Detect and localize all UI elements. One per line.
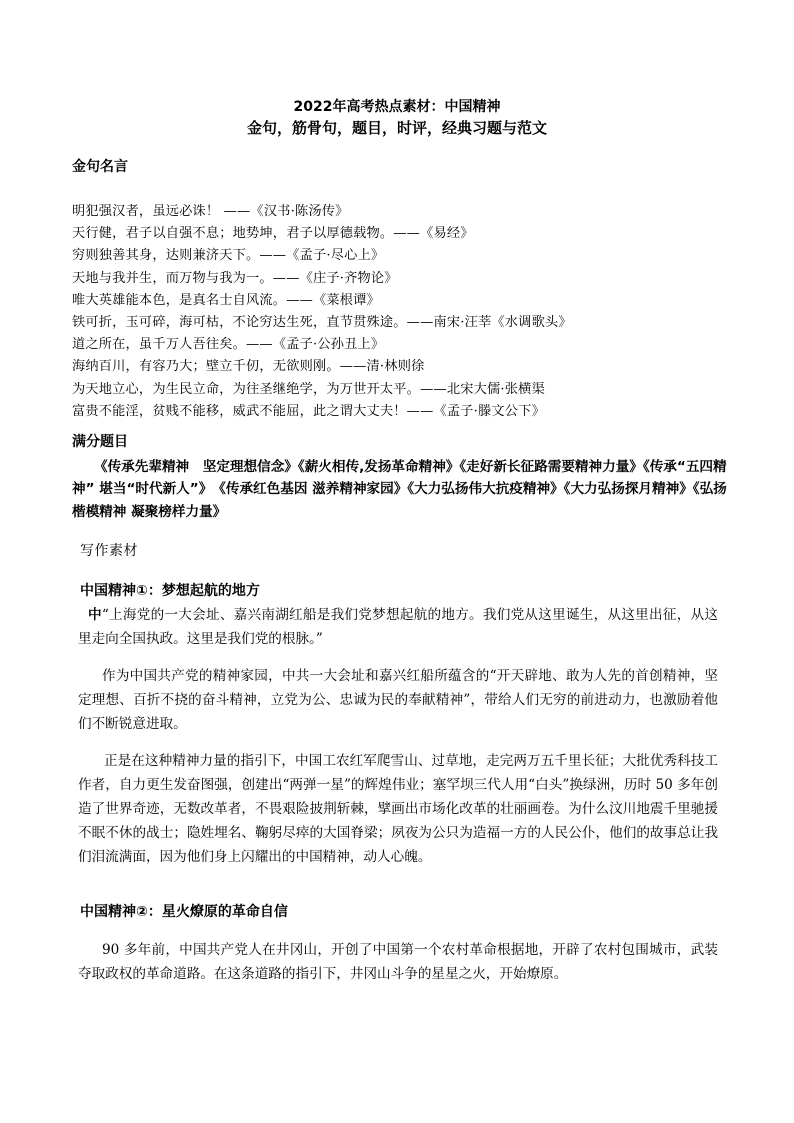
document-subtitle: 金句，筋骨句，题目，时评，经典习题与范文 (246, 119, 547, 137)
document-title: 2022年高考热点素材：中国精神 (293, 99, 501, 115)
material-2-paragraph-1: 90 多年前，中国共产党人在井冈山，开创了中国第一个农村革命根据地，开辟了农村包围城市，武装夺取政权的革命道路。在这条道路的指引下，井冈山斗争的星星之火，开始燎原。 (78, 942, 718, 982)
quote-line: 道之所在，虽千万人吾往矣。——《孟子·公孙丑上》 (72, 337, 385, 353)
quote-line: 天地与我并生，而万物与我为一。——《庄子·齐物论》 (72, 270, 398, 286)
quote-line: 穷则独善其身，达则兼济天下。——《孟子·尽心上》 (72, 248, 385, 264)
material-1-paragraph-2: 作为中国共产党的精神家园，中共一大会址和嘉兴红船所蕴含的“开天辟地、敢为人先的首创精神，坚定理想、百折不挠的奋斗精神，立党为公、忠诚为民的奉献精神”，带给人们无穷的前进动力，也激励着他们不断锐意进取。 (78, 668, 718, 732)
material-1-paragraph-3: 正是在这种精神力量的指引下，中国工农红军爬雪山、过草地，走完两万五千里长征；大批优秀科技工作者，自力更生发奋图强，创建出“两弹一星”的辉煌伟业；塞罕坝三代人用“白头”换绿洲，历时 50 多年创造了世界奇迹，无数改革者，不畏艰险披荆斩棘，擘画出市场化改革的壮丽画卷。为什么汶川地震千里驰援不眠不休的战士；隐姓埋名、鞠躬尽瘁的大国脊梁；夙夜为公只为造福一方的人民公仆，他们的故事总让我们泪流满面，因为他们身上闪耀出的中国精神，动人心魄。 (78, 753, 718, 865)
quotes-list (72, 201, 742, 423)
quote-line: 为天地立心，为生民立命，为往圣继绝学，为万世开太平。——北宋大儒·张横渠 (72, 381, 545, 397)
material-2-heading: 中国精神②：星火燎原的革命自信 (80, 904, 288, 920)
material-1-quote (78, 603, 718, 651)
material-1-heading: 中国精神①：梦想起航的地方 (80, 583, 260, 599)
title-block (0, 97, 794, 139)
quotes-heading: 金句名言 (72, 159, 128, 175)
quote-line: 明犯强汉者，虽远必诛！ ——《汉书·陈汤传》 (72, 204, 349, 219)
quote-line: 天行健，君子以自强不息；地势坤，君子以厚德载物。——《易经》 (72, 226, 474, 242)
quote-line: 铁可折，玉可碎，海可枯，不论穷达生死，直节贯殊途。——南宋·汪莘《水调歌头》 (72, 315, 572, 331)
quote-line: 海纳百川，有容乃大；壁立千仞，无欲则刚。——清·林则徐 (72, 359, 425, 375)
quote-line: 唯大英雄能本色，是真名士自风流。——《菜根谭》 (72, 292, 380, 308)
material-1-lead: 中 (88, 607, 102, 623)
topics-heading: 满分题目 (72, 434, 128, 450)
quote-line: 富贵不能淫，贫贱不能移，威武不能屈，此之谓大丈夫！——《孟子·滕文公下》 (72, 403, 545, 419)
topics-text: 《传承先辈精神 坚定理想信念》《薪火相传,发扬革命精神》《走好新长征路需要精神力量》《传承“五四精神” 堪当“时代新人”》 《传承红色基因 滋养精神家园》《大力弘扬伟大抗疫精神》《大力弘扬探月精神》《弘扬楷模精神 凝聚榜样力量》 (72, 459, 727, 520)
materials-heading: 写作素材 (80, 543, 138, 559)
material-1-quote-text: “上海党的一大会址、嘉兴南湖红船是我们党梦想起航的地方。我们党从这里诞生，从这里出征，从这里走向全国执政。这里是我们党的根脉。” (78, 607, 719, 647)
